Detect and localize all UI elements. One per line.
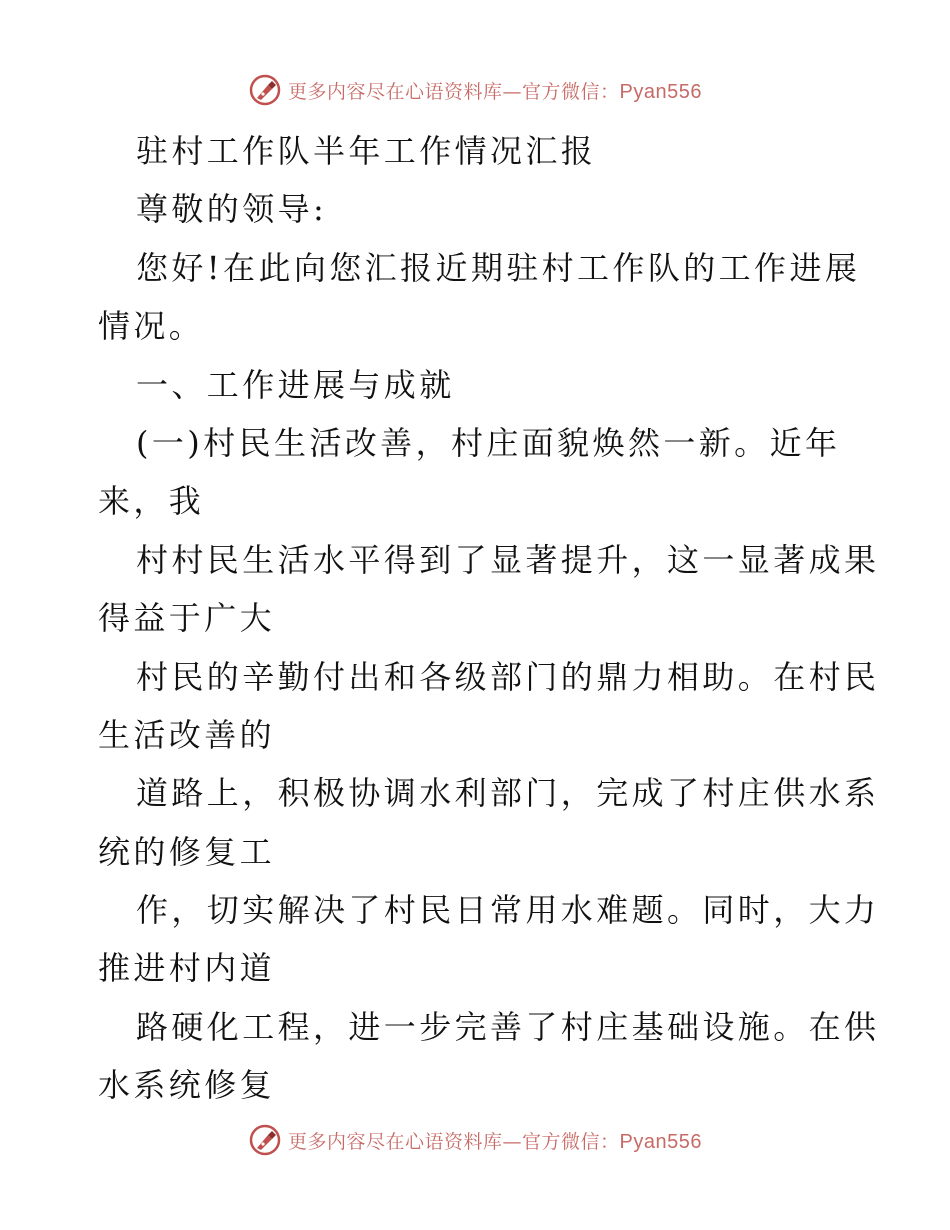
text-line: 村民的辛勤付出和各级部门的鼎力相助。在村民 (136, 657, 880, 696)
text-line: 生活改善的 (98, 715, 276, 754)
text-line: 水系统修复 (98, 1066, 276, 1105)
pen-nib-circle-icon (248, 1123, 282, 1157)
watermark-header (0, 70, 950, 110)
document-title: 驻村工作队半年工作情况汇报 (136, 132, 597, 170)
watermark-footer (0, 1120, 950, 1160)
text-line: 尊敬的领导: (136, 190, 328, 229)
text-line: 路硬化工程，进一步完善了村庄基础设施。在供 (136, 1007, 880, 1046)
text-line: 得益于广大 (98, 599, 276, 638)
text-line: 作，切实解决了村民日常用水难题。同时，大力 (136, 891, 880, 930)
watermark-wechat-id: Pyan556 (619, 1130, 702, 1153)
watermark-text: 更多内容尽在心语资料库—官方微信： (288, 80, 620, 103)
pen-nib-circle-icon (248, 73, 282, 107)
watermark-wechat-id: Pyan556 (619, 80, 702, 103)
text-line: 道路上，积极协调水利部门，完成了村庄供水系 (136, 774, 880, 813)
document-body (98, 122, 880, 1115)
text-line: 村村民生活水平得到了显著提升，这一显著成果 (136, 540, 880, 579)
text-line: 一、工作进展与成就 (136, 365, 455, 404)
text-line: 您好!在此向您汇报近期驻村工作队的工作进展 (136, 248, 861, 287)
text-line: 情况。 (98, 307, 205, 346)
text-line: 推进村内道 (98, 949, 276, 988)
watermark-text: 更多内容尽在心语资料库—官方微信： (288, 1130, 620, 1153)
text-line: 来，我 (98, 482, 205, 521)
text-line: (一)村民生活改善，村庄面貌焕然一新。近年 (136, 423, 841, 462)
text-line: 统的修复工 (98, 832, 276, 871)
